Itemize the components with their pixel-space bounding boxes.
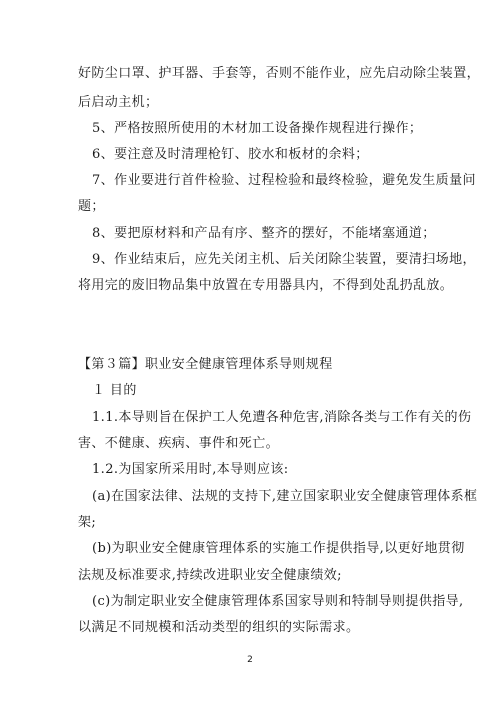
paragraph-line: 5、严格按照所使用的木材加工设备操作规程进行操作； [92, 121, 423, 136]
paragraph-line: １ 目的 [92, 383, 137, 398]
page-number: 2 [247, 655, 253, 665]
paragraph-line: 后启动主机； [78, 95, 159, 110]
paragraph-line: (c)为制定职业安全健康管理体系国家导则和特制导则提供指导, [92, 594, 464, 609]
paragraph-line: 法规及标准要求,持续改进职业安全健康绩效; [78, 568, 342, 583]
paragraph-line: 害、不健康、疾病、事件和死亡。 [78, 436, 280, 451]
section-title: 【第３篇】职业安全健康管理体系导则规程 [78, 357, 333, 372]
paragraph-line: 以满足不同规模和活动类型的组织的实际需求。 [78, 620, 360, 635]
paragraph-line: 好防尘口罩、护耳器、手套等，否则不能作业，应先启动除尘装置， [78, 66, 481, 81]
paragraph-line: 将用完的废旧物品集中放置在专用器具内，不得到处乱扔乱放。 [78, 278, 454, 293]
paragraph-line: 8、要把原材料和产品有序、整齐的摆好，不能堵塞通道； [92, 226, 436, 241]
paragraph-line: 架; [78, 515, 97, 530]
paragraph-line: 题； [78, 199, 105, 214]
paragraph-line: (a)在国家法律、法规的支持下,建立国家职业安全健康管理体系框 [92, 489, 478, 504]
paragraph-line: 1.2.为国家所采用时,本导则应该: [92, 462, 289, 477]
paragraph-line: 7、作业要进行首件检验、过程检验和最终检验，避免发生质量问 [92, 173, 476, 188]
paragraph-line: 1.1.本导则旨在保护工人免遭各种危害,消除各类与工作有关的伤 [92, 410, 472, 425]
paragraph-line: 9、作业结束后，应先关闭主机、后关闭除尘装置，要清扫场地， [92, 252, 476, 267]
paragraph-line: 6、要注意及时清理枪钉、胶水和板材的余料； [92, 147, 369, 162]
paragraph-line: (b)为职业安全健康管理体系的实施工作提供指导,以更好地贯彻 [92, 541, 465, 556]
